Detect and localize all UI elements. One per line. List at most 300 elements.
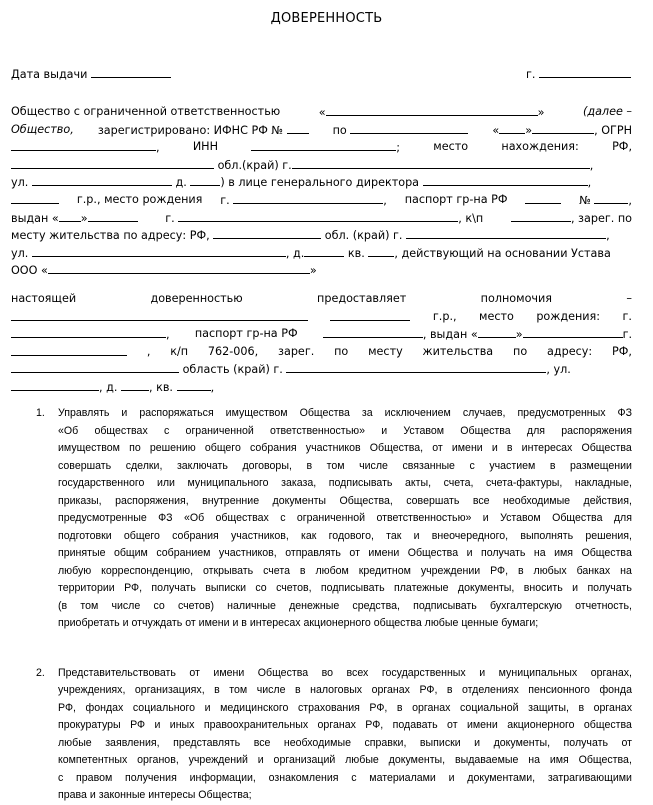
word: в bbox=[294, 684, 301, 696]
director-name-field[interactable] bbox=[423, 173, 588, 186]
word: защиты, bbox=[528, 701, 569, 714]
text: паспорт гр-на РФ bbox=[404, 192, 508, 206]
word: на bbox=[620, 564, 632, 577]
text bbox=[165, 209, 483, 227]
trustee-passport-field[interactable] bbox=[323, 325, 423, 338]
word: Общества, bbox=[369, 442, 424, 454]
word: от bbox=[621, 736, 632, 749]
word: документами, bbox=[467, 771, 536, 784]
issue-city-field[interactable] bbox=[539, 65, 631, 78]
word: учреждений bbox=[188, 754, 248, 766]
word: решения, bbox=[585, 529, 632, 542]
word: заказа, bbox=[281, 477, 317, 489]
word: «Об bbox=[58, 424, 79, 437]
item-line bbox=[58, 405, 632, 423]
text: зарег. bbox=[278, 344, 315, 358]
word: любые bbox=[58, 736, 92, 749]
word: и bbox=[448, 771, 455, 784]
text: 762-006, bbox=[207, 344, 259, 358]
word: Общества bbox=[581, 547, 632, 559]
word: РФ, bbox=[369, 701, 388, 714]
text: нахождения: bbox=[501, 140, 579, 154]
trustee-region-field[interactable] bbox=[11, 360, 179, 373]
trustee-issued-month-field[interactable] bbox=[523, 325, 623, 338]
word: наличные bbox=[227, 599, 276, 612]
word: РФ, bbox=[490, 564, 509, 577]
text: РФ, bbox=[611, 344, 632, 358]
word: все bbox=[253, 736, 271, 749]
house-field[interactable] bbox=[190, 173, 220, 186]
word: том bbox=[326, 459, 345, 472]
word: платежные bbox=[394, 582, 449, 594]
word: страхования bbox=[297, 701, 360, 714]
word: Уставом bbox=[403, 424, 445, 437]
word: размещении bbox=[570, 459, 632, 472]
word: прокуратуры bbox=[58, 719, 121, 731]
trustee-birthplace-field[interactable] bbox=[11, 325, 166, 338]
text: ООО « bbox=[11, 264, 48, 278]
text: , действующий на основании Устава bbox=[394, 246, 611, 260]
text bbox=[11, 325, 170, 343]
text: , зарег. по bbox=[570, 211, 632, 225]
word: ограниченной bbox=[296, 512, 366, 524]
word: от bbox=[447, 719, 458, 731]
word: и bbox=[381, 424, 388, 437]
text: обл. (край) г. bbox=[324, 229, 403, 243]
word: выдаваемые bbox=[454, 754, 519, 766]
word: правоохранительных bbox=[203, 719, 309, 731]
word: получать bbox=[480, 547, 526, 559]
item-line bbox=[58, 598, 632, 616]
word: имени bbox=[466, 719, 498, 731]
item-line bbox=[58, 545, 632, 563]
word: и bbox=[413, 529, 420, 542]
city-field[interactable] bbox=[292, 156, 590, 169]
ifns-number-field[interactable] bbox=[287, 121, 309, 134]
item-text bbox=[58, 665, 632, 805]
text bbox=[11, 209, 138, 227]
word: правом bbox=[76, 771, 113, 784]
text bbox=[251, 138, 400, 156]
word: за bbox=[361, 407, 373, 419]
trustee-line-6 bbox=[11, 378, 632, 396]
word: органах bbox=[412, 701, 451, 714]
word: связанные bbox=[402, 459, 455, 472]
word: учреждении bbox=[420, 564, 481, 577]
director-house-field[interactable] bbox=[304, 244, 344, 257]
trustee-block bbox=[11, 290, 632, 396]
word: государственных bbox=[381, 666, 466, 679]
word: счета bbox=[263, 564, 290, 577]
word: Общества bbox=[460, 424, 511, 437]
word: отчетность, bbox=[575, 599, 632, 612]
word: обществах bbox=[94, 424, 148, 437]
item-line bbox=[58, 563, 632, 581]
text: , bbox=[587, 176, 592, 190]
word: и bbox=[482, 512, 489, 524]
text: г.р., место рождения bbox=[76, 192, 203, 206]
word: от bbox=[432, 442, 443, 454]
ogrn-field[interactable] bbox=[11, 138, 156, 151]
word: так bbox=[386, 529, 402, 542]
item-number: 1. bbox=[36, 407, 45, 419]
word: совершать bbox=[406, 494, 460, 507]
company-name-field[interactable] bbox=[326, 103, 538, 116]
item-line bbox=[58, 458, 632, 476]
word: «Об bbox=[183, 512, 205, 524]
reg-month-field[interactable] bbox=[532, 121, 594, 134]
powers-list bbox=[36, 405, 632, 805]
text: ) в лице генерального директора bbox=[220, 176, 420, 190]
word: и bbox=[479, 666, 486, 679]
word: и bbox=[491, 442, 498, 454]
text: д. bbox=[175, 176, 187, 190]
word: выписки bbox=[419, 736, 461, 749]
word: получать bbox=[587, 582, 632, 594]
word: ответственностью» bbox=[376, 512, 472, 524]
text: , к\п bbox=[458, 211, 484, 225]
issued-month-field[interactable] bbox=[88, 209, 138, 222]
item-line bbox=[58, 580, 632, 598]
word: документы, bbox=[457, 582, 515, 594]
word: Общества bbox=[552, 512, 603, 524]
trustee-birth-year-field[interactable] bbox=[330, 308, 410, 321]
issue-date-label: Дата выдачи bbox=[11, 68, 88, 81]
word: или bbox=[156, 477, 175, 489]
word: банках bbox=[576, 564, 611, 577]
word: имени bbox=[451, 442, 483, 454]
word: Общества, bbox=[578, 754, 632, 766]
word: акционерного bbox=[507, 719, 575, 731]
word: счетов) bbox=[177, 599, 214, 612]
text: рождения: bbox=[536, 309, 601, 323]
word: интересах bbox=[521, 442, 573, 454]
word: социальной bbox=[460, 701, 519, 714]
trustee-issued-by-field[interactable] bbox=[11, 343, 127, 356]
director-region-field[interactable] bbox=[213, 226, 321, 239]
word: ограниченной bbox=[185, 424, 254, 437]
word: в bbox=[517, 564, 524, 577]
word: документы, bbox=[388, 754, 446, 766]
text: месту жительства по адресу: РФ, bbox=[11, 229, 210, 243]
text bbox=[98, 121, 309, 139]
word: по bbox=[129, 442, 141, 454]
ifns-region-field[interactable] bbox=[350, 121, 468, 134]
word: имя bbox=[549, 754, 569, 766]
issue-row bbox=[11, 65, 631, 81]
trustee-line-1 bbox=[11, 290, 632, 308]
word: акты, bbox=[405, 477, 432, 489]
inn-field[interactable] bbox=[251, 138, 396, 151]
text: область (край) г. bbox=[182, 363, 283, 377]
text: » bbox=[515, 328, 523, 342]
word: от bbox=[349, 547, 360, 559]
word: принятые bbox=[58, 547, 106, 559]
word: приказы, bbox=[58, 494, 102, 507]
word: предусмотренные bbox=[58, 512, 147, 524]
word: внутренние bbox=[202, 494, 260, 507]
director-birthplace-field[interactable] bbox=[233, 191, 383, 204]
item-line bbox=[58, 682, 632, 700]
text: г. bbox=[165, 211, 175, 225]
word: ответственностью» bbox=[270, 424, 365, 437]
text: обл.(край) bbox=[217, 158, 279, 172]
word: и bbox=[204, 701, 211, 714]
word: с bbox=[164, 424, 170, 437]
word: органах, bbox=[590, 666, 632, 679]
word: документы bbox=[272, 494, 327, 507]
trustee-house-field[interactable] bbox=[121, 378, 149, 391]
item-line: приобретать и отчуждать от имени и в интересах акционерного общества любые ценные бумаги; bbox=[58, 617, 539, 629]
word: участием bbox=[489, 459, 536, 472]
word: Общества bbox=[407, 547, 459, 559]
word: РФ, bbox=[419, 684, 438, 696]
trustee-issued-day-field[interactable] bbox=[478, 325, 516, 338]
text: , bbox=[383, 193, 387, 207]
text: (далее – bbox=[582, 105, 632, 118]
passport-series-field[interactable] bbox=[525, 191, 561, 204]
word: отделениях bbox=[462, 684, 519, 696]
word: случаев, bbox=[462, 407, 506, 419]
text: зарегистрировано: ИФНС РФ № bbox=[97, 123, 284, 137]
item-text bbox=[58, 405, 632, 633]
word: получать bbox=[151, 582, 196, 594]
text: » bbox=[525, 123, 533, 137]
trustee-line-2 bbox=[11, 308, 632, 326]
company-line-8 bbox=[11, 226, 632, 244]
company-line-10 bbox=[11, 261, 632, 279]
trustee-city-field[interactable] bbox=[286, 360, 546, 373]
company-line-4 bbox=[11, 156, 632, 174]
word: в bbox=[549, 459, 556, 472]
word: и bbox=[572, 582, 579, 594]
passport-number-field[interactable] bbox=[594, 191, 628, 204]
trustee-street-field[interactable] bbox=[11, 378, 99, 391]
word: выполнять bbox=[520, 529, 574, 542]
word: действия, bbox=[583, 494, 632, 507]
word: общества bbox=[583, 719, 632, 731]
text: , bbox=[166, 328, 170, 342]
word: учреждениях, bbox=[58, 684, 126, 696]
text: » bbox=[80, 211, 88, 225]
issued-by-field[interactable] bbox=[178, 209, 458, 222]
word: исключением bbox=[384, 407, 451, 419]
word: со bbox=[153, 599, 165, 612]
text: , bbox=[210, 380, 215, 394]
text: г. bbox=[622, 328, 632, 342]
director-apt-field[interactable] bbox=[368, 244, 394, 257]
word: Представительствовать bbox=[58, 666, 176, 679]
word: ФЗ bbox=[617, 407, 632, 419]
word: для bbox=[526, 424, 546, 437]
word: предусмотренных bbox=[517, 407, 606, 419]
word: муниципального bbox=[187, 477, 269, 489]
director-city-field[interactable] bbox=[406, 226, 606, 239]
item-line bbox=[58, 510, 632, 528]
word: числе bbox=[111, 599, 141, 612]
company-line-6 bbox=[11, 191, 632, 209]
word: органах bbox=[317, 719, 356, 731]
word: государственного bbox=[58, 477, 145, 489]
text: ул. bbox=[11, 246, 29, 260]
text: месту bbox=[368, 344, 403, 358]
text: по bbox=[513, 344, 528, 358]
word: на bbox=[528, 754, 540, 766]
item-line bbox=[58, 735, 632, 753]
trustee-line-3 bbox=[11, 325, 632, 343]
company-line-7 bbox=[11, 209, 632, 227]
word: все bbox=[472, 494, 490, 507]
word: заявления, bbox=[105, 736, 160, 749]
trustee-line-4 bbox=[11, 343, 632, 361]
word: с bbox=[280, 512, 286, 524]
word: любую bbox=[58, 564, 92, 577]
word: том bbox=[80, 599, 99, 612]
word: решению bbox=[149, 442, 196, 454]
word: корреспонденцию, bbox=[101, 564, 194, 577]
document-title: ДОВЕРЕННОСТЬ bbox=[270, 11, 383, 26]
word: числе bbox=[256, 684, 286, 696]
text: г. bbox=[622, 309, 632, 323]
company-line-1 bbox=[11, 103, 632, 121]
company-charter-name-field[interactable] bbox=[48, 261, 310, 274]
word: с bbox=[58, 771, 64, 784]
word: годового, bbox=[328, 529, 374, 542]
word: РФ, bbox=[58, 701, 76, 714]
word: числе bbox=[359, 459, 388, 472]
company-line-5 bbox=[11, 173, 632, 191]
word: участников bbox=[305, 442, 361, 454]
word: подписывать bbox=[320, 582, 385, 594]
text: , bbox=[156, 141, 160, 155]
word: имуществом bbox=[225, 407, 288, 419]
word: Общества bbox=[581, 442, 632, 454]
word: имуществом bbox=[58, 442, 120, 454]
item-line bbox=[58, 493, 632, 511]
word: подавать bbox=[392, 719, 438, 731]
word: и bbox=[154, 719, 161, 731]
director-birth-year-field[interactable] bbox=[11, 191, 59, 204]
region-field[interactable] bbox=[11, 156, 214, 169]
item-line bbox=[58, 475, 632, 493]
word: подписывать bbox=[413, 599, 477, 612]
issued-day-field[interactable] bbox=[59, 209, 81, 222]
text: » bbox=[537, 106, 545, 119]
text: полномочия bbox=[480, 292, 553, 305]
text: , bbox=[628, 193, 632, 207]
word: в bbox=[306, 459, 313, 472]
word: кредитном bbox=[358, 564, 411, 577]
word: органах bbox=[371, 684, 410, 696]
text: доверенностью bbox=[150, 292, 243, 305]
word: налоговых bbox=[310, 684, 363, 696]
item-line bbox=[58, 528, 632, 546]
word: участников, bbox=[230, 529, 289, 542]
word: собранием bbox=[156, 547, 211, 559]
text: адресу: bbox=[547, 344, 593, 358]
word: распоряжения, bbox=[115, 494, 189, 507]
text: место bbox=[479, 309, 514, 323]
word: на bbox=[533, 547, 546, 559]
company-line-9 bbox=[11, 244, 632, 262]
director-street-field[interactable] bbox=[32, 244, 286, 257]
word: со bbox=[255, 582, 267, 594]
item-line: права и законные интересы Общества; bbox=[58, 789, 252, 801]
word: общим bbox=[113, 547, 148, 559]
text bbox=[579, 191, 632, 209]
word: сделки, bbox=[125, 459, 163, 472]
word: и bbox=[466, 547, 473, 559]
word: общего bbox=[123, 529, 160, 542]
word: социального bbox=[132, 701, 196, 714]
word: выписки bbox=[205, 582, 246, 594]
word: подписывать bbox=[328, 477, 393, 489]
word: во bbox=[321, 666, 334, 679]
word: ознакомления bbox=[268, 771, 339, 784]
word: имя bbox=[554, 547, 574, 559]
word: в bbox=[446, 684, 453, 696]
text bbox=[492, 121, 632, 139]
text: , bbox=[146, 344, 151, 358]
word: территории bbox=[58, 582, 115, 594]
word: любых bbox=[533, 564, 567, 577]
word: в bbox=[578, 701, 585, 714]
text: паспорт гр-на РФ bbox=[194, 327, 298, 341]
word: необходимые bbox=[283, 736, 351, 749]
item-line bbox=[58, 770, 632, 788]
word: подготовки bbox=[58, 529, 112, 542]
word: любом bbox=[315, 564, 349, 577]
text: настоящей bbox=[11, 292, 77, 305]
word: представлять bbox=[173, 736, 241, 749]
reg-day-field[interactable] bbox=[499, 121, 525, 134]
word: отправлять bbox=[285, 547, 341, 559]
trustee-apt-field[interactable] bbox=[177, 378, 211, 391]
word: Общества, bbox=[339, 494, 393, 507]
text: г.р., bbox=[432, 309, 457, 323]
text: Общество с ограниченной ответственностью bbox=[11, 105, 281, 118]
issue-date-field[interactable] bbox=[91, 65, 171, 78]
text: ; bbox=[396, 141, 401, 155]
word: обществах bbox=[215, 512, 269, 524]
street-field[interactable] bbox=[32, 173, 172, 186]
text: по bbox=[334, 344, 349, 358]
word: затрагивающими bbox=[547, 771, 632, 784]
text bbox=[333, 121, 469, 139]
item-line bbox=[58, 717, 632, 735]
text: « bbox=[492, 123, 500, 137]
word: медицинского bbox=[220, 701, 289, 714]
word: участников, bbox=[218, 547, 277, 559]
word: РФ bbox=[130, 719, 146, 731]
text: место bbox=[433, 140, 469, 154]
word: денежные bbox=[289, 599, 340, 612]
power-item bbox=[36, 405, 632, 633]
word: с bbox=[469, 459, 475, 472]
trustee-name-field[interactable] bbox=[11, 308, 308, 321]
word: организаций bbox=[273, 754, 336, 766]
text bbox=[511, 209, 632, 227]
word: органах bbox=[593, 701, 632, 714]
text bbox=[11, 138, 160, 156]
word: справки, bbox=[364, 736, 407, 749]
trustee-line-5 bbox=[11, 360, 632, 378]
word: распоряжаться bbox=[139, 407, 214, 419]
word: как bbox=[301, 529, 317, 542]
item-line bbox=[58, 440, 632, 458]
division-code-field[interactable] bbox=[511, 209, 571, 222]
word: собрания bbox=[172, 529, 219, 542]
